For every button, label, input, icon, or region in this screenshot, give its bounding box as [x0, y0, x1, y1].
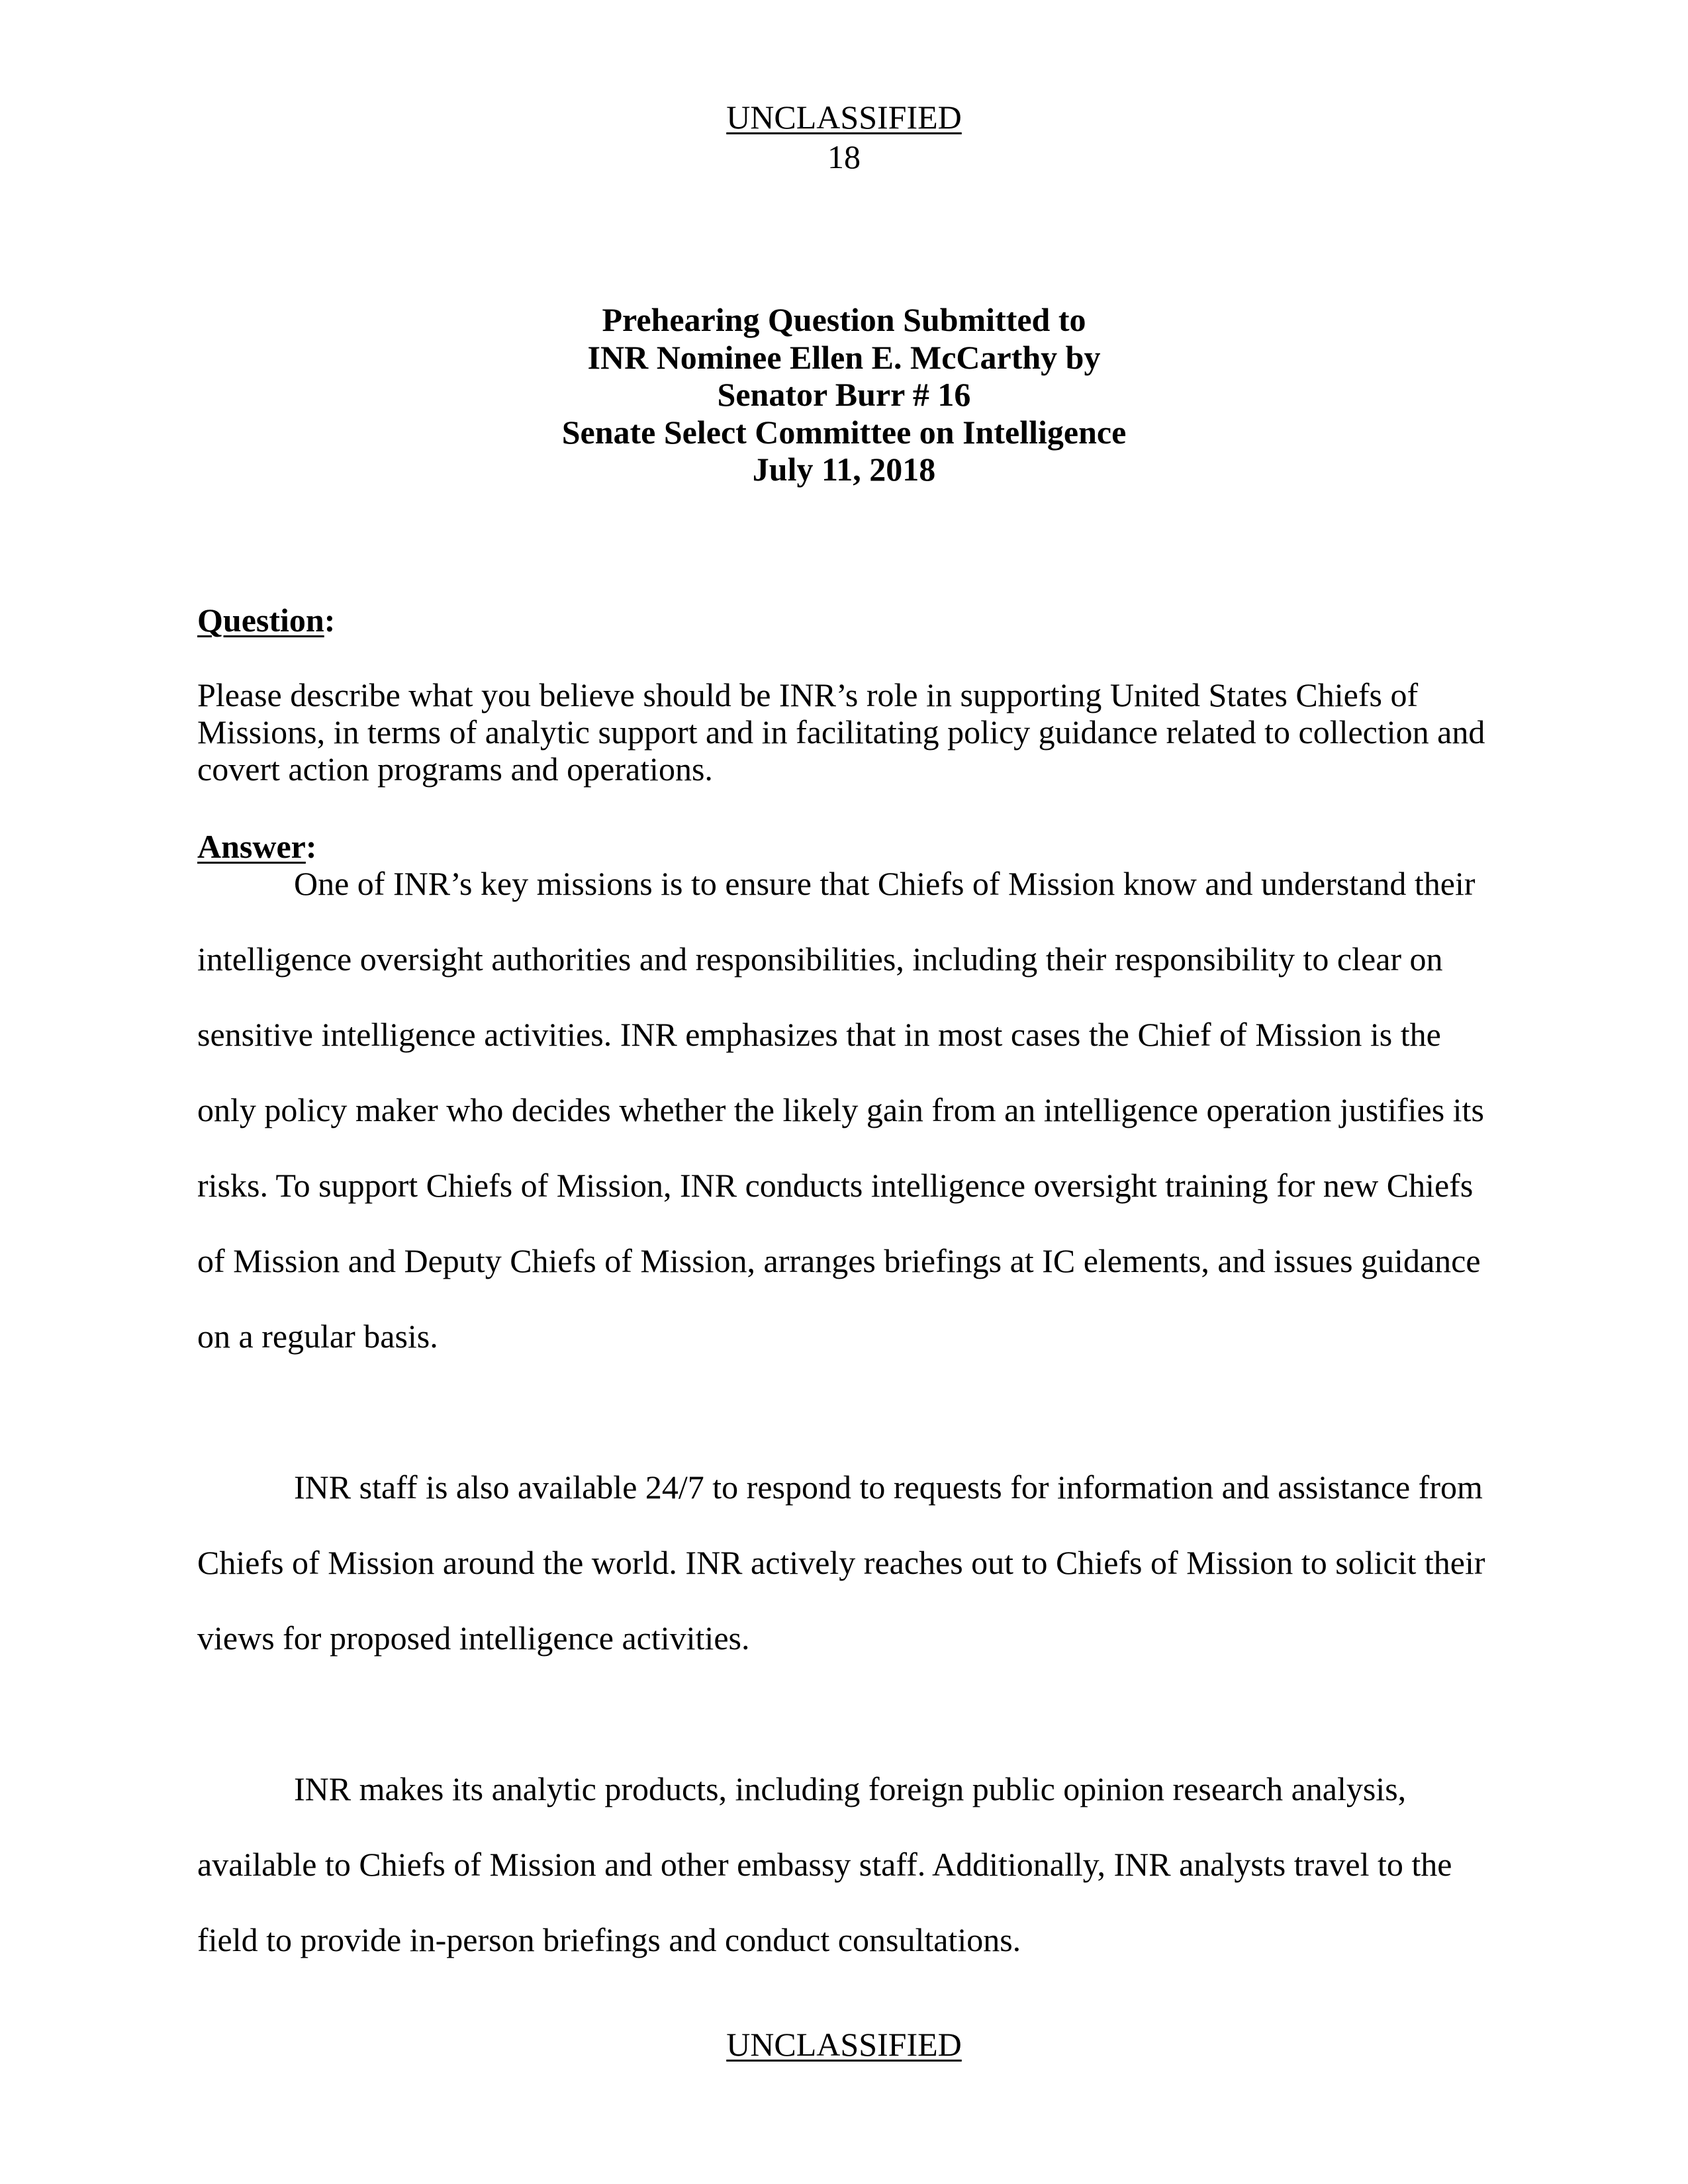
answer-line: views for proposed intelligence activities. [197, 1619, 750, 1657]
title-line: Senate Select Committee on Intelligence [561, 413, 1127, 451]
answer-line: only policy maker who decides whether the likely gain from an intelligence operation justifies its [197, 1091, 1484, 1128]
answer-line: INR makes its analytic products, including foreign public opinion research analysis, [294, 1770, 1407, 1807]
question-colon: : [324, 602, 336, 639]
answer-line: risks. To support Chiefs of Mission, INR conducts intelligence oversight training for new Chiefs [197, 1167, 1474, 1204]
document-title [0, 301, 1688, 488]
question-line: Please describe what you believe should be INR’s role in supporting United States Chiefs of [197, 676, 1419, 713]
answer-line: One of INR’s key missions is to ensure that Chiefs of Mission know and understand their [294, 865, 1476, 902]
answer-line: of Mission and Deputy Chiefs of Mission, arranges briefings at IC elements, and issues guidance [197, 1242, 1481, 1279]
title-line: July 11, 2018 [752, 451, 936, 488]
answer-line: available to Chiefs of Mission and other embassy staff. Additionally, INR analysts travel to the [197, 1846, 1452, 1883]
answer-line: intelligence oversight authorities and responsibilities, including their responsibility to clear on [197, 940, 1443, 978]
answer-line: Chiefs of Mission around the world. INR actively reaches out to Chiefs of Mission to solicit their [197, 1544, 1485, 1581]
answer-line: INR staff is also available 24/7 to respond to requests for information and assistance from [294, 1469, 1483, 1506]
answer-label: Answer [197, 828, 306, 865]
title-line: Senator Burr # 16 [717, 376, 971, 413]
footer-classification: UNCLASSIFIED [726, 2026, 962, 2063]
answer-colon: : [305, 828, 317, 865]
answer-paragraph-3 [197, 1751, 1475, 1978]
question-line: Missions, in terms of analytic support and in facilitating policy guidance related to collection and [197, 713, 1485, 751]
title-line: Prehearing Question Submitted to [602, 301, 1086, 338]
question-heading [197, 601, 335, 639]
answer-line: on a regular basis. [197, 1318, 438, 1355]
question-line: covert action programs and operations. [197, 751, 713, 788]
answer-line: field to provide in-person briefings and conduct consultations. [197, 1921, 1021, 1958]
page-number: 18 [827, 138, 861, 175]
answer-line: sensitive intelligence activities. INR emphasizes that in most cases the Chief of Mission is the [197, 1016, 1441, 1053]
title-line: INR Nominee Ellen E. McCarthy by [587, 338, 1101, 376]
question-label: Question [197, 602, 324, 639]
answer-paragraph-1 [197, 846, 1484, 1374]
header-classification: UNCLASSIFIED [726, 99, 962, 136]
answer-paragraph-2 [197, 1449, 1485, 1676]
question-text [197, 676, 1485, 788]
